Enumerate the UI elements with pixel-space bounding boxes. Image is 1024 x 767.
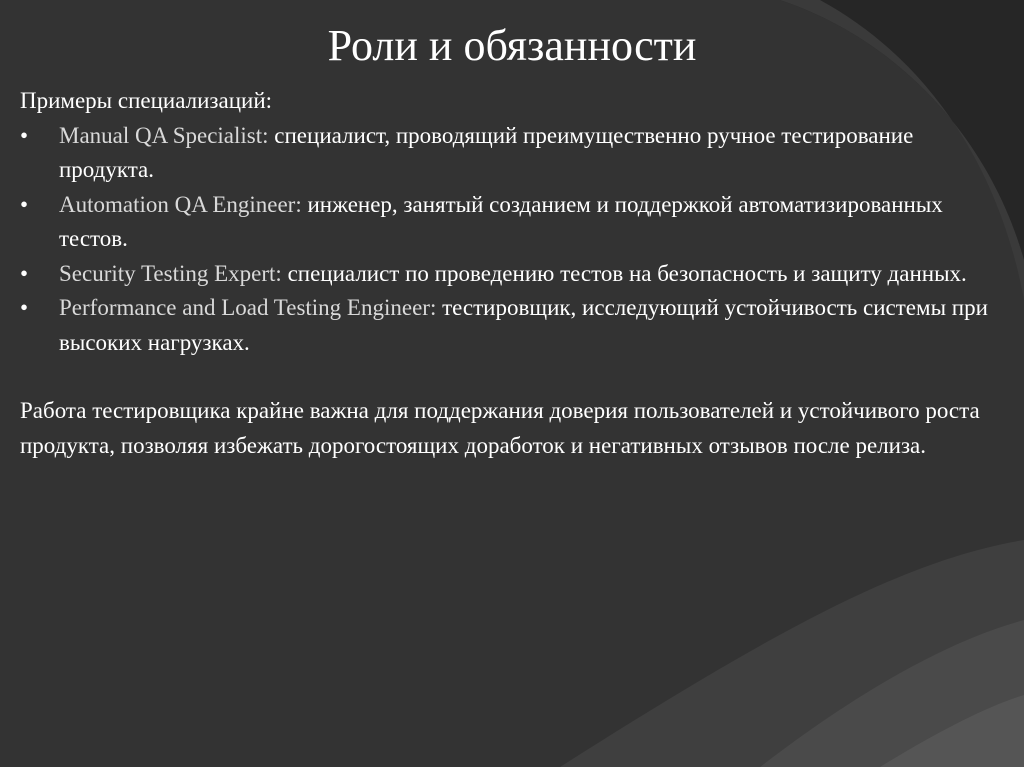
role-description: специалист по проведению тестов на безопасность и защиту данных. [281,260,967,286]
bullet-icon: • [20,260,29,286]
conclusion-paragraph: Работа тестировщика крайне важна для поддержания доверия пользователей и устойчивого роста продукта, позволяя избежать дорогостоящих доработок и негативных отзывов после релиза. [20,398,980,458]
list-item [20,291,1000,360]
slide-body [20,84,1000,463]
bullet-icon: • [20,295,29,320]
slide-title: Роли и обязанности [327,21,697,70]
specializations-list [20,119,1000,361]
list-item [20,188,1000,257]
role-description: специалист, проводящий преимущественно ручное тестирование продукта. [59,122,914,182]
list-item [20,119,1000,188]
bullet-icon: • [20,191,29,217]
bullet-icon: • [20,122,29,148]
role-name: Performance and Load Testing Engineer: [59,295,437,320]
role-name: Manual QA Specialist: [59,122,269,148]
role-description: инженер, занятый созданием и поддержкой автоматизированных тестов. [59,191,943,251]
role-description: тестировщик, исследующий устойчивость системы при высоких нагрузках. [59,295,988,355]
role-name: Security Testing Expert: [59,260,282,286]
intro-text: Примеры специализаций: [20,88,273,113]
role-name: Automation QA Engineer: [59,191,302,217]
list-item [20,257,1000,292]
